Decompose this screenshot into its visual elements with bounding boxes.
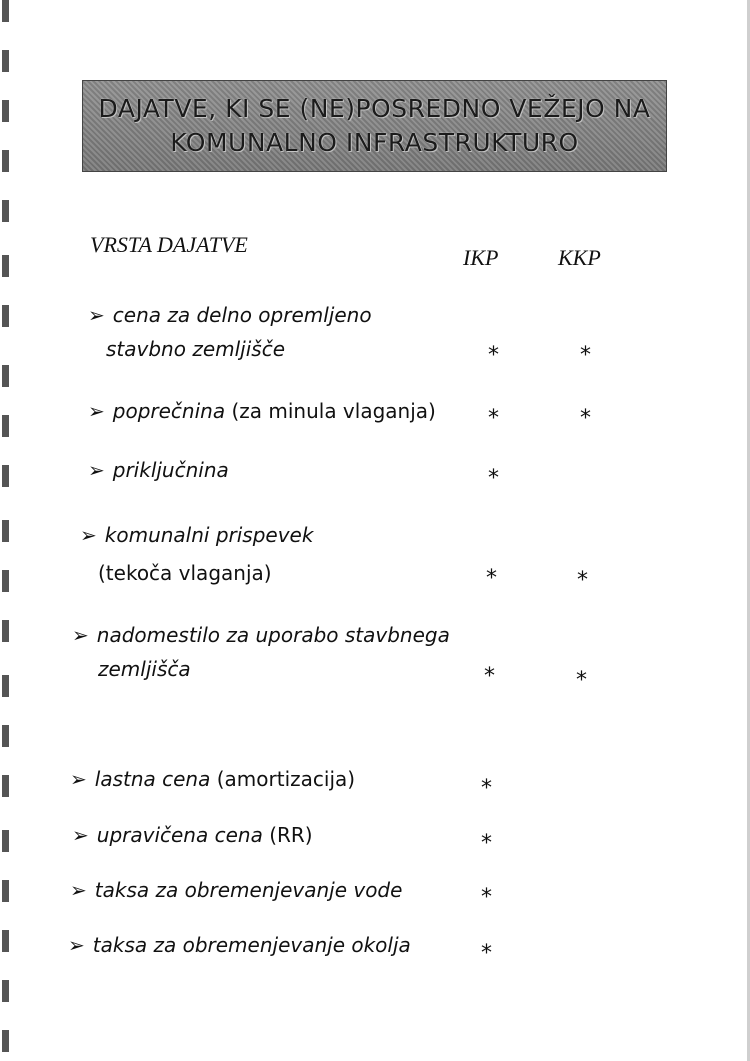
ikp-mark: *	[481, 831, 492, 856]
title-banner	[82, 80, 667, 172]
list-item	[72, 818, 313, 852]
list-item	[88, 394, 436, 428]
arrow-bullet-icon: ➢	[70, 878, 87, 902]
kkp-mark: *	[580, 343, 591, 368]
item-text-plain: (amortizacija)	[210, 767, 356, 791]
binder-mark	[2, 675, 9, 697]
arrow-bullet-icon: ➢	[80, 523, 97, 547]
list-item	[70, 762, 355, 796]
ikp-mark: *	[488, 466, 499, 491]
ikp-mark: *	[488, 406, 499, 431]
ikp-mark: *	[481, 776, 492, 801]
ikp-mark: *	[481, 941, 492, 966]
binder-mark	[2, 830, 9, 852]
binder-mark	[2, 0, 9, 22]
item-text: upravičena cena	[96, 823, 263, 847]
binder-marks	[0, 0, 12, 1061]
item-text: stavbno zemljišče	[106, 337, 285, 361]
column-header-vrsta: VRSTA DAJATVE	[90, 232, 248, 257]
item-text-plain: (RR)	[262, 823, 313, 847]
binder-mark	[2, 465, 9, 487]
list-item	[72, 618, 450, 652]
item-text-plain: (tekoča vlaganja)	[98, 561, 272, 585]
binder-mark	[2, 50, 9, 72]
arrow-bullet-icon: ➢	[70, 767, 87, 791]
binder-mark	[2, 305, 9, 327]
list-item-continuation	[98, 556, 272, 590]
item-text: lastna cena	[94, 767, 211, 791]
column-header-ikp: IKP	[463, 245, 499, 270]
item-text: poprečnina	[112, 399, 226, 423]
title-line-1: DAJATVE, KI SE (NE)POSREDNO VEŽEJO NA	[98, 94, 651, 123]
column-header-kkp: KKP	[558, 245, 601, 270]
arrow-bullet-icon: ➢	[88, 303, 105, 327]
binder-mark	[2, 255, 9, 277]
ikp-mark: *	[488, 343, 499, 368]
item-text-plain: (za minula vlaganja)	[225, 399, 436, 423]
binder-mark	[2, 725, 9, 747]
binder-mark	[2, 1030, 9, 1052]
item-text: komunalni prispevek	[104, 523, 314, 547]
item-text: cena za delno opremljeno	[112, 303, 372, 327]
item-text: zemljišča	[98, 657, 191, 681]
arrow-bullet-icon: ➢	[88, 399, 105, 423]
arrow-bullet-icon: ➢	[88, 458, 105, 482]
list-item	[80, 518, 313, 552]
binder-mark	[2, 520, 9, 542]
item-text: taksa za obremenjevanje okolja	[92, 933, 411, 957]
list-item	[70, 873, 402, 907]
item-text: nadomestilo za uporabo stavbnega	[96, 623, 450, 647]
binder-mark	[2, 570, 9, 592]
binder-mark	[2, 880, 9, 902]
list-item	[68, 928, 411, 962]
binder-mark	[2, 365, 9, 387]
binder-mark	[2, 415, 9, 437]
kkp-mark: *	[580, 406, 591, 431]
binder-mark	[2, 150, 9, 172]
arrow-bullet-icon: ➢	[72, 823, 89, 847]
binder-mark	[2, 620, 9, 642]
arrow-bullet-icon: ➢	[72, 623, 89, 647]
list-item	[88, 298, 372, 332]
ikp-mark: *	[486, 566, 497, 591]
list-item-continuation	[98, 652, 191, 686]
list-item-continuation	[106, 332, 285, 366]
binder-mark	[2, 200, 9, 222]
ikp-mark: *	[484, 664, 495, 689]
binder-mark	[2, 100, 9, 122]
ikp-mark: *	[481, 885, 492, 910]
title-line-2: KOMUNALNO INFRASTRUKTURO	[170, 128, 579, 157]
kkp-mark: *	[576, 668, 587, 693]
list-item	[88, 453, 229, 487]
kkp-mark: *	[577, 568, 588, 593]
binder-mark	[2, 775, 9, 797]
binder-mark	[2, 980, 9, 1002]
item-text: taksa za obremenjevanje vode	[94, 878, 403, 902]
item-text: priključnina	[112, 458, 229, 482]
binder-mark	[2, 930, 9, 952]
arrow-bullet-icon: ➢	[68, 933, 85, 957]
